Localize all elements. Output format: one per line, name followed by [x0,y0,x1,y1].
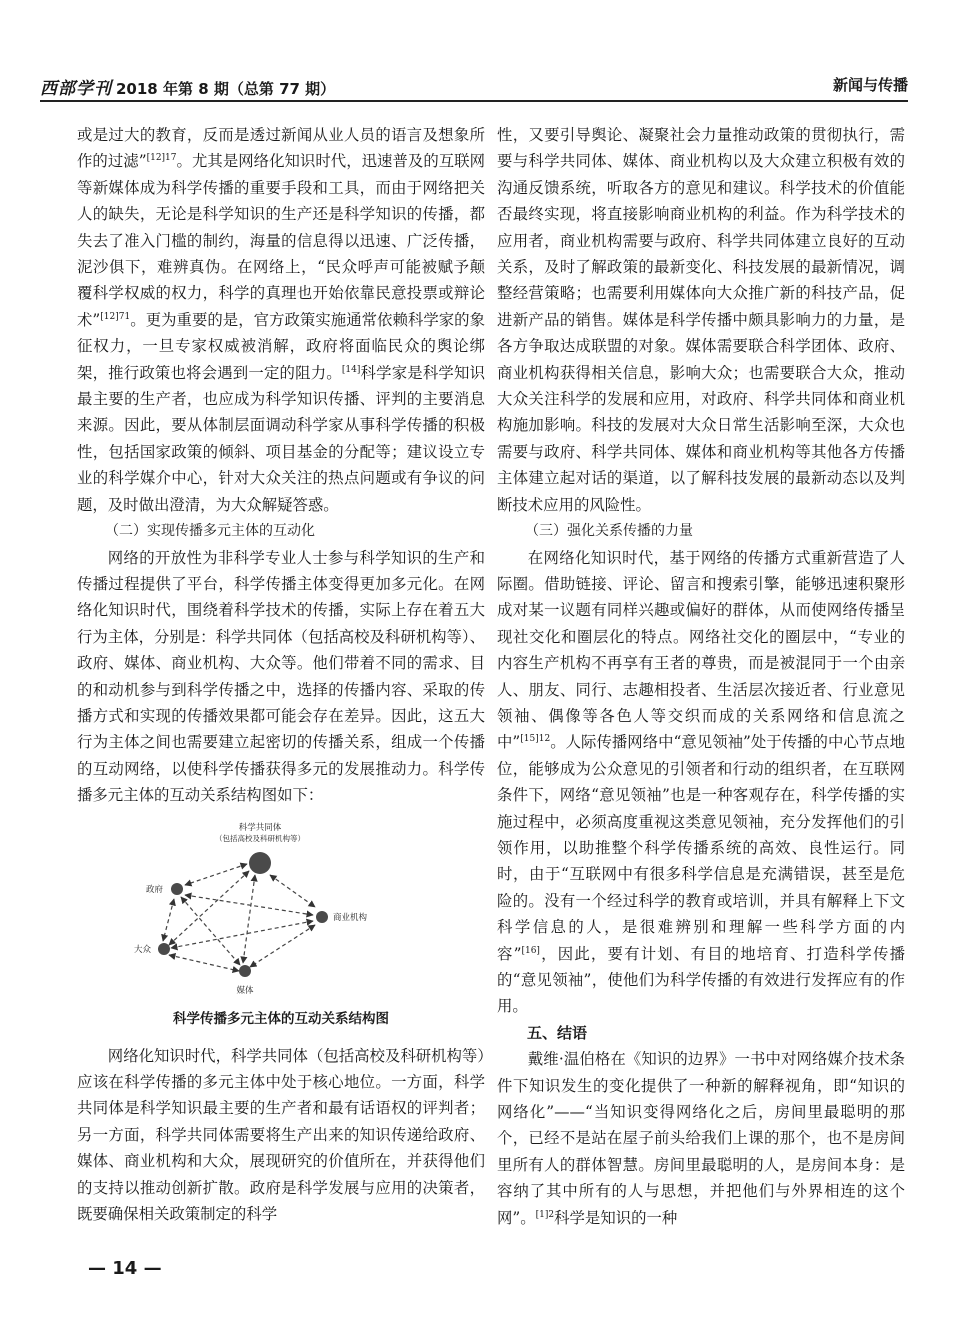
figure-caption: 科学传播多元主体的互动关系结构图 [173,1010,389,1027]
issue-label: 2018 年第 8 期（总第 77 期） [116,80,336,98]
journal-info [40,74,335,99]
citation-ref: [12]17 [146,153,177,164]
interaction-structure-figure [77,817,485,1039]
relation-arrows [163,864,315,971]
arrow-science-media [243,875,255,963]
arrow-business-public [171,921,313,948]
label-government: 政府 [145,884,163,895]
arrow-government-public [163,899,174,941]
journal-logo: 西部学刊 [40,79,112,99]
paragraph-text: 。更为重要的是，官方政策实施通常依赖科学家的象征权力，一旦专家权威被消解，政府将面临民众的舆论绑架，推行政策也将会遇到一定的阻力。 [77,310,485,382]
left-column [77,122,485,1227]
arrow-government-business [185,895,313,915]
paragraph-text: 在网络化知识时代，基于网络的传播方式重新营造了人际圈。借助链接、评论、留言和搜索引擎，能够迅速积聚形成对某一议题有同样兴趣或偏好的群体，从而使网络传播呈现社交化和圈层化的特点。网络社交化的圈层中，“专业的内容生产机构不再享有王者的尊贵，而是被混同于一个由亲人、朋友、同行、志趣相投者、生活层次接近者、行业意见领袖、偶像等各色人等交织而成的关系网络和信息流之中” [497,548,905,752]
body-paragraph [497,545,905,1020]
citation-ref: [12]71 [100,311,131,322]
body-paragraph [497,1046,905,1231]
section-label: 新闻与传播 [832,76,908,94]
paragraph-text: 。尤其是网络化知识时代，迅速普及的互联网等新媒体成为科学传播的重要手段和工具，而由于网络把关人的缺失，无论是科学知识的生产还是科学知识的传播，都失去了准入门槛的制约，海量的信息得以迅速、广泛传播，泥沙俱下，难辨真伪。在网络上，“民众呼声可能被赋予颠覆科学权威的权力，科学的真理也开始依靠民意投票或辩论术” [77,152,485,329]
label-public: 大众 [133,944,151,955]
paragraph-text: 或是过大的教育，反而是透过新闻从业人员的语言及想象所作的过滤” [77,126,485,171]
node-business [316,911,328,923]
citation-ref: [1]2 [535,1209,555,1220]
paragraph-text: 。人际传播网络中“意见领袖”处于传播的中心节点地位，能够成为公众意见的引领者和行动的组织者，在互联网条件下，网络“意见领袖”也是一种客观存在，科学传播的实施过程中，必须高度重视这类意见领袖，充分发挥他们的引领作用，以助推整个科学传播系统的高效、良性运行。同时，由于“互联网中有很多科学信息是充满错误，甚至是危险的。没有一个经过科学的教育或培训，并具有解释上下文科学信息的人，是很难辨别和理解一些科学方面的内容” [497,733,905,963]
paragraph-text: 科学家是科学知识最主要的生产者，也应成为科学知识传播、评判的主要消息来源。因此，要从体制层面调动科学家从事科学传播的积极性，包括国家政策的倾斜、项目基金的分配等；建议设立专业的科学媒介中心，针对大众关注的热点问题或有争议的问题，及时做出澄清，为大众解疑答惑。 [77,363,485,514]
node-public [158,943,170,955]
citation-ref: [16] [521,945,540,956]
arrow-science-business [270,875,315,907]
body-paragraph: 网络化知识时代，科学共同体（包括高校及科研机构等）应该在科学传播的多元主体中处于核心地位。一方面，科学共同体是科学知识最主要的生产者和最有话语权的评判者；另一方面，科学共同体需要将生产出来的知识传递给政府、媒体、商业机构和大众，展现研究的价值所在，并获得他们的支持以推动创新扩散。政府是科学发展与应用的决策者，既要确保相关政策制定的科学 [77,1046,485,1223]
node-science-community [249,852,271,874]
label-business: 商业机构 [333,912,368,923]
subsection-heading: （三）强化关系传播的力量 [525,523,693,540]
body-paragraph: 性，又要引导舆论、凝聚社会力量推动政策的贯彻执行，需要与科学共同体、媒体、商业机构以及大众建立积极有效的沟通反馈系统，听取各方的意见和建议。科学技术的价值能否最终实现，将直接影响商业机构的利益。作为科学技术的应用者，商业机构需要与政府、科学共同体建立良好的互动关系，及时了解政策的最新变化、科技发展的最新情况，调整经营策略；也需要利用媒体向大众推广新的科技产品，促进新产品的销售。媒体是科学传播中颇具影响力的力量，是各方争取达成联盟的对象。媒体需要联合科学团体、政府、商业机构获得相关信息，影响大众；也需要联合大众，推动大众关注科学的发展和应用，对政府、科学共同体和商业机构施加影响。科技的发展对大众日常生活影响至深，大众也需要与政府、科学共同体、媒体和商业机构等其他各方传播主体建立起对话的渠道，以了解科技发展的最新动态以及判断技术应用的风险性。 [497,126,905,514]
node-government [171,883,183,895]
node-media [239,965,251,977]
section-heading: 五、结语 [527,1023,588,1042]
paragraph-text: 科学是知识的一种 [554,1208,678,1227]
body-paragraph [77,122,485,518]
arrow-business-media [250,925,315,967]
citation-ref: [15]12 [520,734,551,745]
arrow-public-media [169,955,239,971]
label-science-community: 科学共同体 [238,822,282,833]
running-header [40,62,908,102]
label-media: 媒体 [236,985,254,996]
page-number: — 14 — [88,1258,162,1279]
right-column [497,122,905,1231]
subsection-heading: （二）实现传播多元主体的互动化 [105,523,315,540]
paragraph-text: ，因此，要有计划、有目的地培育、打造科学传播的“意见领袖”，使他们为科学传播的有效进行发挥应有的作用。 [497,944,905,1016]
network-diagram [77,817,485,1007]
citation-ref: [14] [341,364,361,375]
body-paragraph: 网络的开放性为非科学专业人士参与科学知识的生产和传播过程提供了平台，科学传播主体变得更加多元化。在网络化知识时代，围绕着科学技术的传播，实际上存在着五大行为主体，分别是：科学共同体（包括高校及科研机构等）、政府、媒体、商业机构、大众等。他们带着不同的需求、目的和动机参与到科学传播之中，选择的传播内容、采取的传播方式和实现的传播效果都可能会存在差异。因此，这五大行为主体之间也需要建立起密切的传播关系，组成一个传播的互动网络，以使科学传播获得多元的发展推动力。科学传播多元主体的互动关系结构图如下： [77,548,485,805]
label-science-community-note: （包括高校及科研机构等） [215,833,305,843]
paragraph-text: 戴维·温伯格在《知识的边界》一书中对网络媒介技术条件下知识发生的变化提供了一种新的解释视角，即“知识的网络化”——“当知识变得网络化之后，房间里最聪明的那个，已经不是站在屋子前头给我们上课的那个，也不是房间里所有人的群体智慧。房间里最聪明的人，是房间本身：是容纳了其中所有的人与思想，并把他们与外界相连的这个网”。 [497,1050,905,1227]
arrow-science-public [169,871,249,945]
